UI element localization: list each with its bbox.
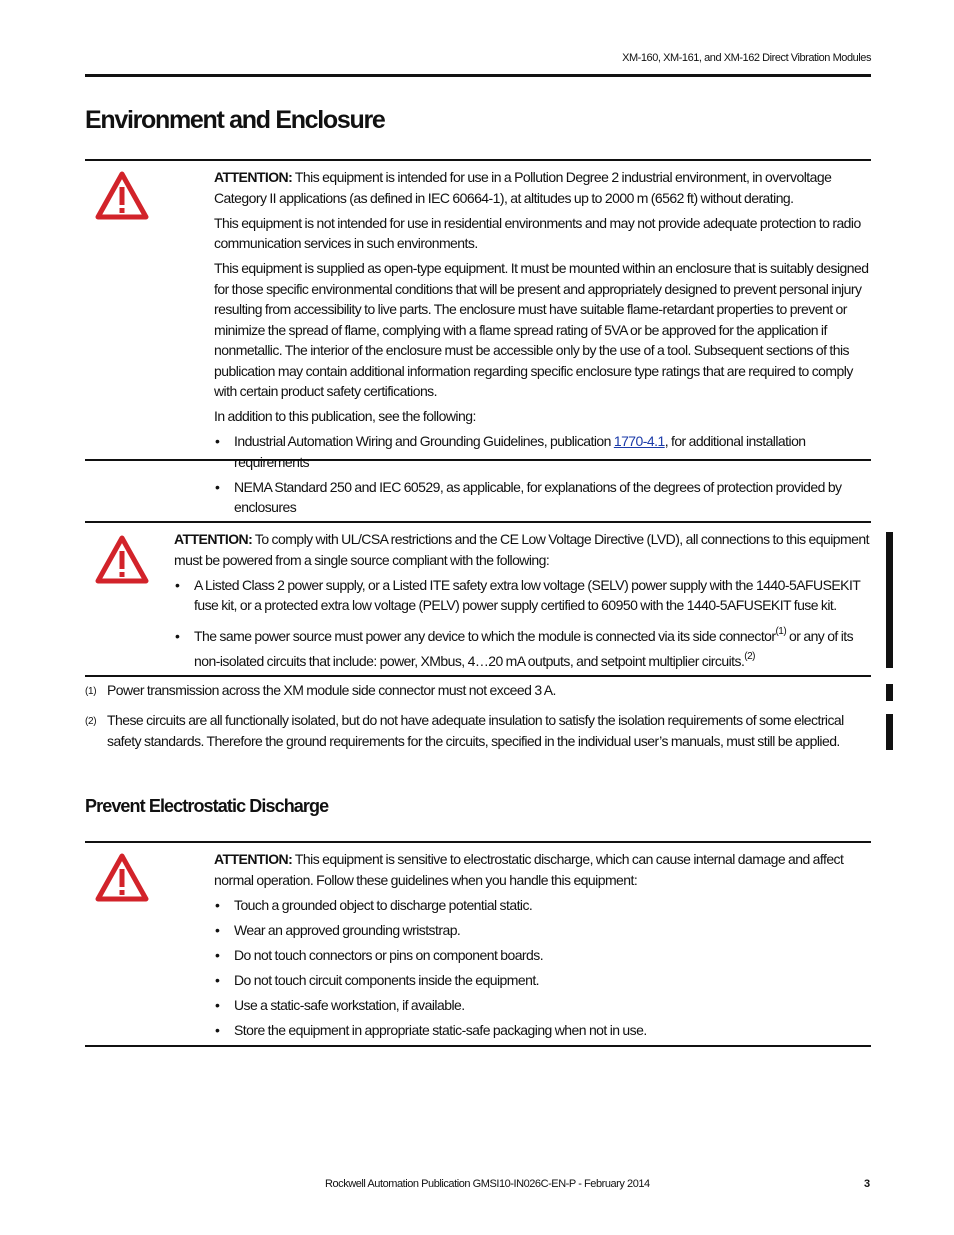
list-item: • Do not touch circuit components inside the equipment. [214, 970, 874, 991]
attention-box-environment [85, 159, 871, 515]
publication-link[interactable]: 1770-4.1 [613, 433, 665, 449]
attention-paragraph [214, 167, 874, 208]
list-item: • Use a static-safe workstation, if available. [214, 995, 874, 1016]
footer-publication: Rockwell Automation Publication GMSI10-IN026C-EN-P - February 2014 [325, 1178, 650, 1190]
page-title: Environment and Enclosure [85, 106, 385, 134]
list-item-text: Industrial Automation Wiring and Grounding Guidelines, publication [234, 433, 614, 449]
attention-lead-text: This equipment is sensitive to electrostatic discharge, which can cause internal damage and affect normal operation. Follow these guidelines when you handle this equipment: [214, 851, 844, 888]
footnote [85, 680, 871, 701]
list-item-text: The same power source must power any device to which the module is connected via its side connector [194, 627, 776, 644]
list-item: • Wear an approved grounding wriststrap. [214, 920, 874, 941]
list-item [214, 431, 874, 472]
footnote-text: Power transmission across the XM module side connector must not exceed 3 A. [107, 682, 556, 698]
list-item-text: , for additional installation requirements [234, 433, 806, 470]
footnote-number: (2) [85, 716, 97, 727]
footnote [85, 710, 871, 751]
attention-lead-text: This equipment is intended for use in a Pollution Degree 2 industrial environment, in overvoltage Category II applications (as defined in IEC 60664-1), at altitudes up to 2000 m (6562 ft) without derating. [214, 169, 832, 206]
change-bar [886, 714, 893, 750]
attention-box-esd [85, 841, 871, 1047]
esd-guidelines-list [214, 895, 874, 1041]
list-item [174, 624, 872, 674]
list-item: • Touch a grounded object to discharge potential static. [214, 895, 874, 916]
attention-label: ATTENTION: [214, 169, 293, 185]
attention-label: ATTENTION: [174, 531, 253, 547]
list-item: • Do not touch connectors or pins on component boards. [214, 945, 874, 966]
attention-paragraph [214, 849, 874, 890]
footnote-number: (1) [85, 686, 97, 697]
header-rule [85, 74, 871, 77]
requirements-list [174, 575, 872, 674]
footnote-text: These circuits are all functionally isolated, but do not have adequate insulation to satisfy the isolation requirements of some electrical safety standards. Therefore the ground requirements for the circuits, specified in the individual user’s manuals, must still be applied. [107, 712, 844, 749]
attention-box-power [85, 521, 871, 677]
paragraph: This equipment is supplied as open-type equipment. It must be mounted within an enclosure that is suitably designed for those specific environmental conditions that will be present and appropriately designed to prevent personal injury resulting from accessibility to live parts. The enclosure must have suitable flame-retardant properties to prevent or minimize the spread of flame, complying with a flame spread rating of 5VA or be approved for the application if nonmetallic. The interior of the enclosure must be accessible only by the use of a tool. Subsequent sections of this publication may contain additional information regarding specific enclosure type ratings that are required to comply with certain product safety certifications. [214, 260, 869, 399]
running-header: XM-160, XM-161, and XM-162 Direct Vibration Modules [622, 52, 871, 64]
section-heading: Prevent Electrostatic Discharge [85, 796, 329, 816]
reference-list [214, 431, 874, 518]
list-item: • Store the equipment in appropriate static-safe packaging when not in use. [214, 1020, 874, 1041]
attention-lead-text: To comply with UL/CSA restrictions and the CE Low Voltage Directive (LVD), all connections to this equipment must be powered from a single source compliant with the following: [174, 531, 869, 568]
list-item: • A Listed Class 2 power supply, or a Listed ITE safety extra low voltage (SELV) power supply with the 1440-5AFUSEKIT fuse kit, or a protected extra low voltage (PELV) power supply certified to 60950 with the 1440-5AFUSEKIT fuse kit. [174, 575, 872, 616]
attention-paragraph [174, 529, 872, 570]
page-number: 3 [864, 1178, 871, 1190]
footnote-ref[interactable]: (2) [744, 650, 755, 662]
paragraph: In addition to this publication, see the following: [214, 408, 476, 424]
change-bar [886, 684, 893, 701]
paragraph: This equipment is not intended for use in residential environments and may not provide adequate protection to radio communication services in such environments. [214, 214, 861, 251]
attention-label: ATTENTION: [214, 851, 293, 867]
list-item: • NEMA Standard 250 and IEC 60529, as applicable, for explanations of the degrees of protection provided by enclosures [214, 477, 874, 518]
change-bar [886, 532, 893, 668]
list-item-text: or any of its non-isolated circuits that include: power, XMbus, 4…20 mA outputs, and setpoint multiplier circuits. [194, 627, 854, 669]
footnote-ref[interactable]: (1) [775, 625, 787, 637]
warning-triangle-icon [95, 171, 149, 220]
warning-triangle-icon [95, 535, 149, 584]
warning-triangle-icon [95, 853, 149, 902]
